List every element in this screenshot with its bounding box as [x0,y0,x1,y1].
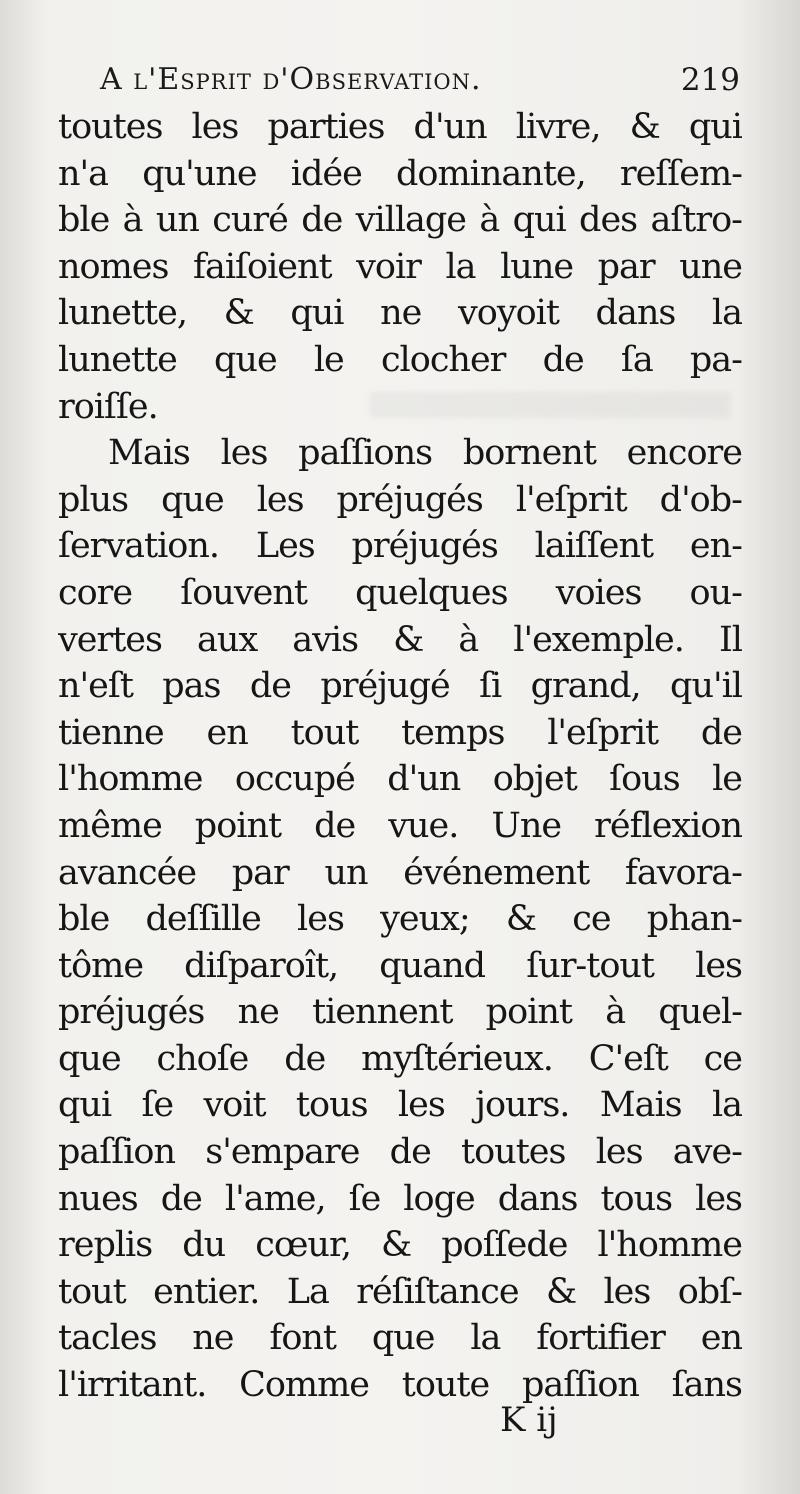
text-line: nomes faiſoient voir la lune par une [58,246,742,287]
text-line: tienne en tout temps l'eſprit de [58,712,742,753]
running-head: A l'Esprit d'Observation. [100,62,482,97]
text-line: n'a qu'une idée dominante, reſſem- [58,153,742,194]
text-line: ble à un curé de village à qui des aſtro- [58,200,742,241]
text-line: core ſouvent quelques voies ou- [58,572,742,613]
text-line: Mais les paſſions bornent encore [108,433,742,474]
text-line: replis du cœur, & poſſede l'homme [58,1225,742,1266]
text-line: ſervation. Les préjugés laiſſent en- [58,526,742,567]
text-line: que choſe de myſtérieux. C'eſt ce [58,1038,742,1079]
paragraph-1 [58,104,742,430]
text-line: l'homme occupé d'un objet ſous le [58,759,742,800]
page-number: 219 [680,62,740,98]
text-line: tôme diſparoît, quand ſur-tout les [58,945,742,986]
text-line: paſſion s'empare de toutes les ave- [58,1132,742,1173]
text-line: même point de vue. Une réflexion [58,805,742,846]
signature-mark: K ij [500,1400,558,1440]
text-line: tacles ne font que la fortifier en [58,1318,742,1359]
text-line: roiſſe. [58,386,158,427]
text-line: l'irritant. Comme toute paſſion ſans [58,1365,742,1406]
page-header [100,58,740,106]
text-line: avancée par un événement favora- [58,852,742,893]
text-line: tout entier. La réſiſtance & les obſ- [58,1271,742,1312]
text-line: préjugés ne tiennent point à quel- [58,992,742,1033]
text-line: nues de l'ame, ſe loge dans tous les [58,1178,742,1219]
text-line: qui ſe voit tous les jours. Mais la [58,1085,742,1126]
text-line: plus que les préjugés l'eſprit d'ob- [58,479,742,520]
text-line: lunette que le clocher de ſa pa- [58,339,742,380]
text-line: lunette, & qui ne voyoit dans la [58,293,742,334]
body-text [58,104,742,1409]
text-line: n'eſt pas de préjugé ſi grand, qu'il [58,666,742,707]
text-line: ble deſſille les yeux; & ce phan- [58,899,742,940]
text-line: toutes les parties d'un livre, & qui [58,107,742,147]
paragraph-2 [58,430,742,1408]
text-line: vertes aux avis & à l'exemple. Il [58,619,742,660]
